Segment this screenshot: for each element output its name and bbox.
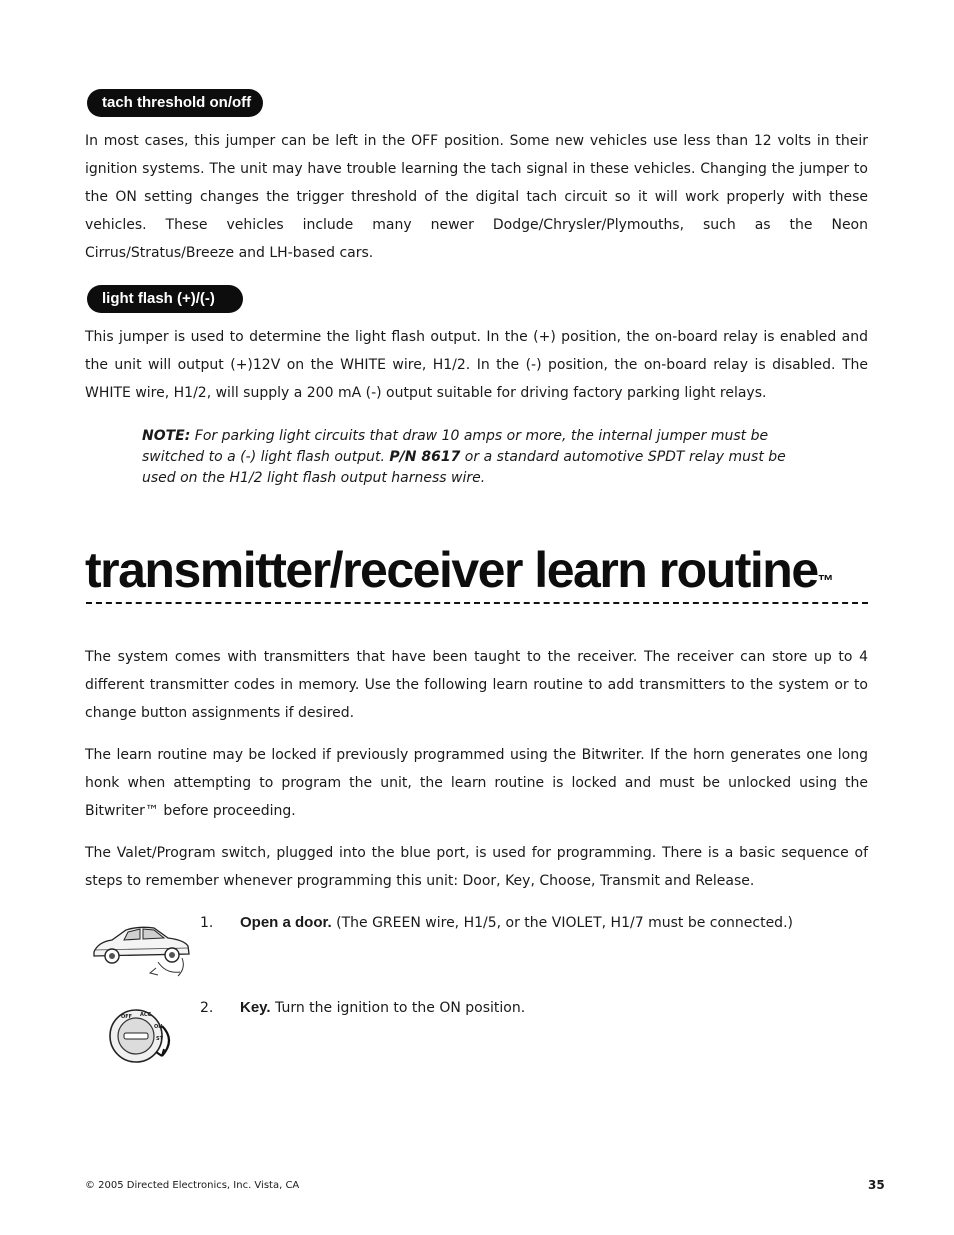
valet-switch-paragraph: The Valet/Program switch, plugged into the blue port, is used for programming. There is a basic sequence of steps to remember whenever programming this unit: Door, Key, Choose, Transmit and Release. xyxy=(85,845,868,889)
title-dashed-rule xyxy=(86,602,868,604)
ignition-key-icon xyxy=(104,1004,186,1076)
ignition-st-label: ST xyxy=(156,1036,164,1042)
parking-light-note xyxy=(142,426,822,489)
step-text: (The GREEN wire, H1/5, or the VIOLET, H1/7 must be connected.) xyxy=(331,915,793,931)
step-key xyxy=(200,998,860,1018)
ignition-acc-label: ACC xyxy=(140,1012,152,1018)
learn-locked-paragraph: The learn routine may be locked if previously programmed using the Bitwriter. If the horn generates one long honk when attempting to program the unit, the learn routine is locked and must be unlocked using the Bitwriter™ before proceeding. xyxy=(85,747,868,819)
step-open-door xyxy=(200,913,860,933)
car-door-open-icon xyxy=(88,912,196,984)
step-number: 2. xyxy=(200,1000,214,1016)
step-lead: Open a door. xyxy=(240,914,332,931)
trademark-symbol: ™ xyxy=(817,573,833,590)
note-text-2: or a standard automotive SPDT relay must be used on the H1/2 light flash output harness wire. xyxy=(142,449,786,486)
transmitter-intro-paragraph: The system comes with transmitters that have been taught to the receiver. The receiver can store up to 4 different transmitter codes in memory. Use the following learn routine to add transmitters to the system or to change button assignments if desired. xyxy=(85,649,868,721)
section-heading-tach-threshold: tach threshold on/off xyxy=(87,89,263,117)
part-number: P/N 8617 xyxy=(389,449,461,465)
step-number: 1. xyxy=(200,915,214,931)
section-heading-light-flash: light flash (+)/(-) xyxy=(87,285,243,313)
ignition-off-label: OFF xyxy=(121,1014,133,1020)
page-title-text: transmitter/receiver learn routine xyxy=(85,542,818,598)
tach-threshold-paragraph: In most cases, this jumper can be left in the OFF position. Some new vehicles use less than 12 volts in their ignition systems. The unit may have trouble learning the tach signal in these vehicles. Changing the jumper to the ON setting changes the trigger threshold of the digital tach circuit so it will work properly with these vehicles. These vehicles include many newer Dodge/Chrysler/Plymouths, such as the Neon Cirrus/Stratus/Breeze and LH-based cars. xyxy=(85,133,868,261)
page-title xyxy=(85,540,832,600)
note-text-1: For parking light circuits that draw 10 amps or more, the internal jumper must be switched to a (-) light flash output. xyxy=(142,428,769,465)
step-text: Turn the ignition to the ON position. xyxy=(270,1000,526,1016)
note-label: NOTE: xyxy=(142,428,191,444)
step-lead: Key. xyxy=(240,999,271,1016)
light-flash-paragraph: This jumper is used to determine the light flash output. In the (+) position, the on-board relay is enabled and the unit will output (+)12V on the WHITE wire, H1/2. In the (-) position, the on-board relay is disabled. The WHITE wire, H1/2, will supply a 200 mA (-) output suitable for driving factory parking light relays. xyxy=(85,329,868,401)
ignition-on-label: ON xyxy=(154,1024,163,1030)
page-number: 35 xyxy=(868,1178,885,1192)
footer-copyright: © 2005 Directed Electronics, Inc. Vista, CA xyxy=(85,1180,300,1191)
